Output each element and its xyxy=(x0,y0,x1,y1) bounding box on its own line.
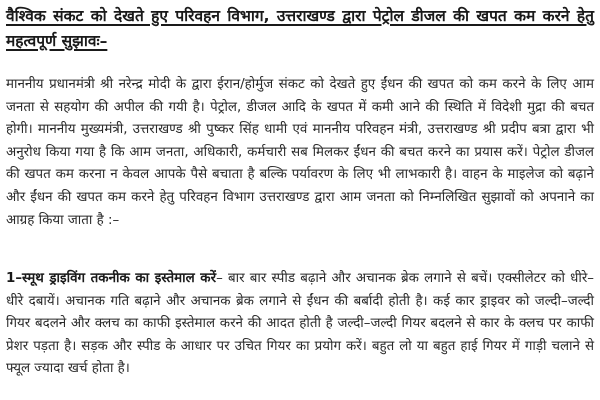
section-1-title: 1–स्मूथ ड्राइविंग तकनीक का इस्तेमाल करें xyxy=(6,271,217,286)
intro-paragraph: माननीय प्रधानमंत्री श्री नरेन्द्र मोदी के द्वारा ईरान/होर्मुज संकट को देखते हुए ईंधन की खपत को कम करने के लिए आम जनता से सहयोग की अपील की गयी है। पेट्रोल, डीजल आदि के खपत में कमी आने की स्थिति में विदेशी मुद्रा की बचत होगी। माननीय मुख्यमंत्री, उत्तराखण्ड श्री पुष्कर सिंह धामी एवं माननीय परिवहन मंत्री, उत्तराखण्ड श्री प्रदीप बत्रा द्वारा भी अनुरोध किया गया है कि आम जनता, अधिकारी, कर्मचारी सब मिलकर ईंधन की बचत करने का प्रयास करें। पेट्रोल डीजल की खपत कम करना न केवल आपके पैसे बचाता है बल्कि पर्यावरण के लिए भी लाभकारी है। वाहन के माइलेज को बढ़ाने और ईंधन की खपत कम करने हेतु परिवहन विभाग उत्तराखण्ड द्वारा आम जनता को निम्नलिखित सुझावों को अपनाने का आग्रह किया जाता है :– xyxy=(6,77,594,228)
section-1-body: – बार बार स्पीड बढ़ाने और अचानक ब्रेक लगाने से बचें। एक्सीलेटर को धीरे–धीरे दबायें। अचानक गति बढ़ाने और अचानक ब्रेक लगाने से ईंधन की बर्बादी होती है। कई कार ड्राइवर को जल्दी–जल्दी गियर बदलने और क्लच का काफी इस्तेमाल करने की आदत होती है जल्दी–जल्दी गियर बदलने से कार के क्लच पर काफी प्रेशर पड़ता है। सड़क और स्पीड के आधार पर उचित गियर का प्रयोग करें। बहुत लो या बहुत हाई गियर में गाड़ी चलाने से फ्यूल ज्यादा खर्च होता है। xyxy=(6,271,595,377)
document-heading: वैश्विक संकट को देखते हुए परिवहन विभाग, उत्तराखण्ड द्वारा पेट्रोल डीजल की खपत कम करने हेतु महत्वपूर्ण सुझावः– xyxy=(6,7,594,50)
section-1 xyxy=(6,268,594,381)
